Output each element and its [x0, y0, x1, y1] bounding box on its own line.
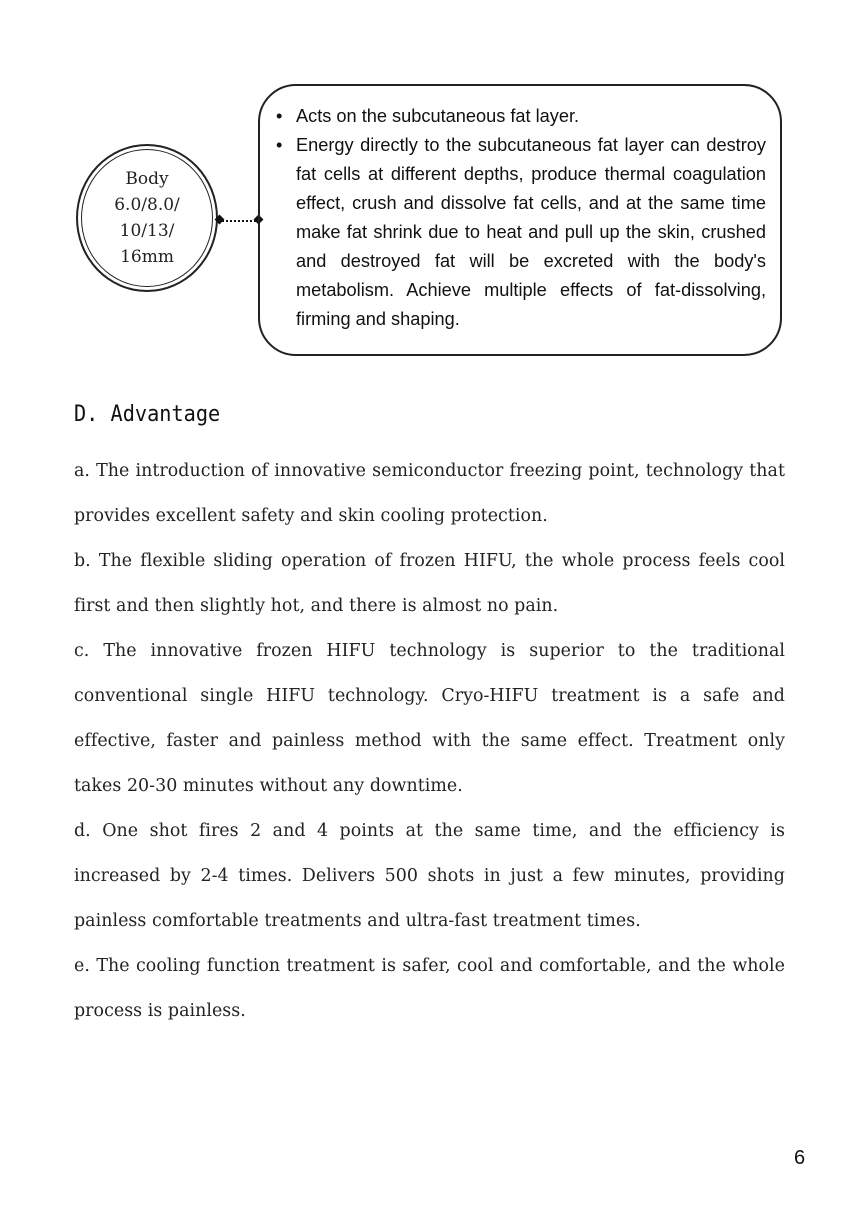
advantage-item-d: d. One shot fires 2 and 4 points at the same time, and the efficiency is increased by 2-4 times. Delivers 500 shots in just a few minutes, providing painless comfortable treatments and ultra-fast treatment times. — [74, 821, 785, 931]
circle-depths-1: 6.0/8.0/ — [114, 195, 180, 215]
callout-bullet: • Acts on the subcutaneous fat layer. — [276, 102, 766, 131]
advantage-item-a: a. The introduction of innovative semiconductor freezing point, technology that provides excellent safety and skin cooling protection. — [74, 461, 785, 526]
callout-bullet-list — [276, 102, 766, 334]
callout-bullet: • Energy directly to the subcutaneous fat layer can destroy fat cells at different depths, produce thermal coagulation effect, crush and dissolve fat cells, and at the same time make fat shrink due to heat and pull up the skin, crushed and destroyed fat will be excreted with the body's metabolism. Achieve multiple effects of fat-dissolving, firming and shaping. — [276, 131, 766, 334]
section-heading: D. Advantage — [74, 402, 221, 427]
advantage-item-c: c. The innovative frozen HIFU technology is superior to the traditional conventional single HIFU technology. Cryo-HIFU treatment is a safe and effective, faster and painless method with the same effect. Treatment only takes 20-30 minutes without any downtime. — [74, 641, 785, 796]
advantage-list — [74, 449, 785, 1034]
circle-label: Body — [125, 169, 169, 189]
body-depth-circle — [76, 144, 218, 292]
dotted-connector — [219, 220, 259, 222]
advantage-item-b: b. The flexible sliding operation of frozen HIFU, the whole process feels cool first and then slightly hot, and there is almost no pain. — [74, 551, 785, 616]
advantage-item-e: e. The cooling function treatment is safer, cool and comfortable, and the whole process is painless. — [74, 956, 785, 1021]
page-number: 6 — [794, 1147, 806, 1169]
body-depth-circle-text — [81, 149, 213, 287]
circle-depths-3: 16mm — [120, 247, 174, 267]
circle-depths-2: 10/13/ — [119, 221, 175, 241]
description-callout — [258, 84, 782, 356]
